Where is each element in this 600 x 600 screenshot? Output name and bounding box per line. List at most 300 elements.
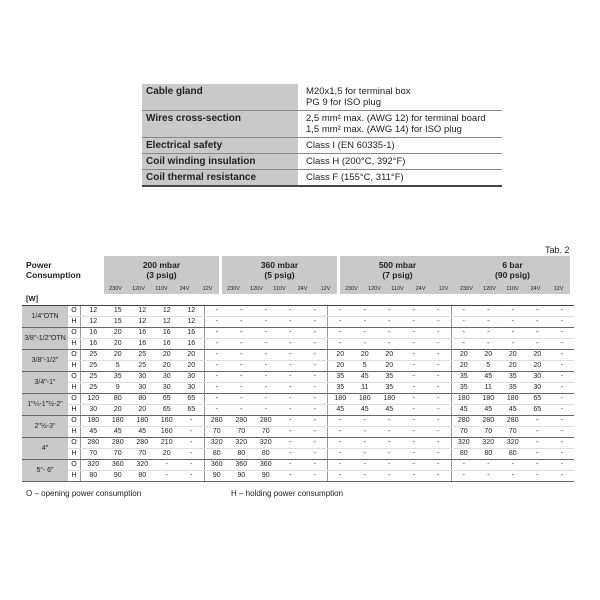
table-cell: - [536,417,539,424]
table-cell: 20 [451,361,477,371]
table-cell: - [388,340,391,347]
table-cell: - [412,439,415,446]
table-cell: 16 [138,329,147,336]
table-cell: - [240,362,243,369]
pressure-psig: (5 psig) [264,270,295,280]
table-cell: 20 [162,351,171,358]
table-cell: - [363,417,366,424]
table-cell: - [363,439,366,446]
table-header [22,256,574,294]
voltage-label: 110V [391,286,404,292]
spec-label: Coil winding insulation [142,154,298,169]
size-label-line: 3/8"-1/2" [31,357,59,364]
table-cell: - [388,417,391,424]
voltage-label: 230V [460,286,473,292]
size-block [22,460,574,482]
table-cell: 20 [385,351,394,358]
unit-label: [W] [26,294,39,303]
table-cell: 20 [508,351,517,358]
spec-value-line: Class I (EN 60335-1) [306,140,395,151]
table-cell: 20 [138,406,147,413]
table-cell: - [240,307,243,314]
pressure-group-name [222,260,337,280]
table-cell: 90 [204,471,230,481]
table-cell: - [560,439,563,446]
table-row [68,372,574,383]
table-cell: - [190,417,193,424]
table-cell: - [388,329,391,336]
table-cell: 280 [235,417,248,424]
table-cell: 360 [204,460,230,470]
table-cell: 12 [187,307,196,314]
size-rows [68,394,574,415]
table-cell: 11 [361,384,369,391]
table-cell: - [313,329,316,336]
table-row [68,460,574,471]
table-cell: - [289,461,292,468]
pressure-value: 200 mbar [142,260,181,270]
table-cell: 180 [136,417,149,424]
table-cell: - [388,472,391,479]
table-cell: - [487,329,490,336]
row-type: H [71,450,77,457]
table-cell: - [437,307,440,314]
table-cell: - [560,340,563,347]
table-cell: - [313,340,316,347]
voltage-row [455,284,570,294]
table-cell: - [240,395,243,402]
pressure-psig: (90 psig) [495,270,530,280]
table-cell: 80 [484,450,493,457]
table-cell: - [437,417,440,424]
table-row [68,317,574,327]
voltage-label: 12V [438,286,449,292]
table-cell: - [437,318,440,325]
table-cell: 30 [533,373,542,380]
table-row [68,471,574,481]
table-cell: - [327,460,353,470]
table-cell: 70 [113,450,122,457]
table-cell: 30 [162,384,171,391]
spec-row [142,138,502,154]
table-cell: 70 [261,428,270,435]
table-cell: 280 [80,438,106,448]
size-label [22,306,68,327]
size-label-line: OTN [50,335,66,342]
table-cell: - [240,351,243,358]
table-row [68,339,574,349]
table-cell: - [560,351,563,358]
table-cell: - [264,406,267,413]
table-cell: - [412,461,415,468]
table-cell: - [437,406,440,413]
pressure-group-name [455,260,570,280]
table-cell: 280 [136,439,149,446]
row-type: O [71,329,77,336]
table-cell: - [412,417,415,424]
table-cell: - [487,461,490,468]
table-cell: - [363,450,366,457]
table-cell: - [388,461,391,468]
table-cell: - [511,461,514,468]
size-label [22,350,68,371]
table-cell: 12 [80,317,106,327]
voltage-row [222,284,337,294]
table-cell: 360 [235,461,248,468]
table-cell: - [240,340,243,347]
table-cell: 20 [385,362,394,369]
table-cell: 30 [533,384,542,391]
size-label [22,460,68,481]
table-cell: 80 [80,471,106,481]
table-cell: 70 [484,428,493,435]
table-cell: 20 [113,329,122,336]
table-cell: 80 [261,450,270,457]
table-cell: - [313,461,316,468]
size-label [22,416,68,437]
size-label-line: OTN [43,313,59,320]
size-block [22,372,574,394]
table-cell: - [313,417,316,424]
table-cell: - [327,427,353,437]
table-cell: - [240,318,243,325]
spec-value [302,170,502,185]
table-cell: - [264,307,267,314]
table-cell: - [313,384,316,391]
pressure-value: 500 mbar [378,260,417,270]
table-cell: 320 [136,461,149,468]
table-cell: - [165,472,168,479]
table-cell: 35 [385,384,394,391]
table-cell: - [560,428,563,435]
table-cell: - [313,428,316,435]
table-row [68,350,574,361]
pressure-group-header [455,256,570,294]
table-cell: - [412,351,415,358]
table-cell: 25 [80,361,106,371]
table-cell: - [412,395,415,402]
row-type: O [71,307,77,314]
table-cell: 25 [80,372,106,382]
row-type: O [71,373,77,380]
table-row [68,361,574,371]
table-cell: 65 [533,406,542,413]
table-cell: 90 [261,472,270,479]
table-cell: - [204,372,230,382]
voltage-label: 120V [483,286,496,292]
table-cell: 12 [187,318,196,325]
voltage-label: 120V [250,286,263,292]
power-consumption-table [22,256,574,482]
table-cell: - [560,384,563,391]
table-cell: - [363,329,366,336]
table-cell: 80 [237,450,246,457]
table-cell: 12 [162,307,171,314]
table-cell: 9 [115,384,120,391]
table-cell: - [313,373,316,380]
table-cell: 65 [187,395,196,402]
table-cell: - [487,340,490,347]
spec-label: Coil thermal resistance [142,170,298,185]
table-cell: - [327,339,353,349]
voltage-label: 24V [179,286,190,292]
table-cell: - [536,439,539,446]
table-cell: 120 [80,394,106,404]
row-type: O [71,439,77,446]
table-cell: 20 [327,361,353,371]
table-cell: - [560,362,563,369]
table-cell: 20 [162,450,171,457]
table-cell: - [289,450,292,457]
size-rows [68,372,574,393]
table-cell: - [412,362,415,369]
row-type: H [71,406,77,413]
table-cell: 320 [482,439,495,446]
table-cell: - [560,395,563,402]
table-cell: - [289,318,292,325]
table-cell: 280 [204,416,230,426]
size-label [22,372,68,393]
table-cell: - [412,406,415,413]
table-cell: - [412,307,415,314]
spec-row [142,111,502,138]
table-cell: - [289,384,292,391]
table-cell: - [511,318,514,325]
size-label-line: 2"½-3" [34,423,56,430]
table-cell: - [560,307,563,314]
table-cell: 16 [80,339,106,349]
table-cell: 35 [327,383,353,393]
size-label-line: 4" [41,445,49,452]
table-cell: - [437,384,440,391]
table-cell: - [536,428,539,435]
spec-row [142,170,502,187]
spec-label: Electrical safety [142,138,298,153]
table-cell: - [165,461,168,468]
pressure-group-header [104,256,219,294]
table-cell: - [437,428,440,435]
table-cell: 25 [80,350,106,360]
size-block [22,306,574,328]
row-type: O [71,395,77,402]
table-cell: - [313,439,316,446]
table-cell: 180 [358,395,371,402]
table-cell: - [204,383,230,393]
table-cell: 15 [113,307,122,314]
size-block [22,438,574,460]
table-cell: - [240,384,243,391]
table-cell: - [190,450,193,457]
table-row [68,383,574,393]
table-cell: - [327,416,353,426]
table-cell: - [313,318,316,325]
spec-row [142,84,502,111]
spec-value [302,138,502,153]
voltage-label: 120V [368,286,381,292]
table-cell: - [451,460,477,470]
table-cell: 20 [113,340,122,347]
pressure-psig: (3 psig) [146,270,177,280]
table-cell: - [240,329,243,336]
table-cell: - [437,395,440,402]
table-cell: - [313,406,316,413]
table-cell: - [560,373,563,380]
table-cell: 70 [237,428,246,435]
spec-label: Wires cross-section [142,111,298,137]
size-block [22,416,574,438]
table-cell: - [313,307,316,314]
table-cell: 360 [111,461,124,468]
table-cell: 16 [162,340,171,347]
table-body [22,306,574,482]
table-cell: - [289,373,292,380]
table-cell: 20 [113,351,122,358]
size-label-line: 3/4"-1" [34,379,56,386]
voltage-label: 24V [297,286,308,292]
table-cell: 35 [451,383,477,393]
table-cell: - [536,472,539,479]
table-cell: - [388,450,391,457]
table-cell: - [437,329,440,336]
table-cell: - [363,318,366,325]
table-cell: 25 [80,383,106,393]
table-cell: 12 [138,307,147,314]
voltage-label: 12V [320,286,331,292]
table-row [68,438,574,449]
table-cell: - [536,461,539,468]
table-cell: - [363,340,366,347]
table-cell: - [204,328,230,338]
table-cell: 16 [187,329,196,336]
voltage-label: 24V [415,286,426,292]
voltage-label: 110V [506,286,519,292]
table-cell: 80 [113,395,122,402]
size-label-line: 1"¼-1"½-2" [27,401,63,408]
row-type: H [71,472,77,479]
table-cell: 35 [451,372,477,382]
size-rows [68,350,574,371]
table-cell: 20 [508,362,517,369]
table-cell: 20 [113,406,122,413]
table-cell: - [451,306,477,316]
table-cell: 35 [508,373,517,380]
table-cell: 16 [138,340,147,347]
table-cell: - [289,439,292,446]
spec-value [302,154,502,169]
table-number: Tab. 2 [545,245,570,255]
table-cell: 5 [115,362,120,369]
spec-value-line: Class F (155°C, 311°F) [306,172,404,183]
size-rows [68,328,574,349]
legend-holding: H – holding power consumption [231,489,344,498]
table-cell: - [560,318,563,325]
table-cell: - [327,449,353,459]
table-cell: 45 [360,406,369,413]
title-line-2: Consumption [26,270,81,280]
row-type: H [71,384,77,391]
table-cell: - [388,439,391,446]
spec-value [302,84,502,110]
table-cell: 45 [327,405,353,415]
table-cell: 360 [259,461,272,468]
table-cell: - [363,472,366,479]
table-cell: 16 [80,328,106,338]
table-cell: 16 [187,340,196,347]
table-cell: - [264,351,267,358]
table-cell: 160 [160,417,173,424]
unit-row [22,294,574,306]
pressure-value: 360 mbar [260,260,299,270]
table-cell: 45 [385,406,394,413]
table-cell: - [451,317,477,327]
table-cell: 12 [162,318,171,325]
spec-value [302,111,502,137]
table-cell: 45 [451,405,477,415]
table-cell: - [412,384,415,391]
voltage-label: 12V [553,286,564,292]
pressure-psig: (7 psig) [382,270,413,280]
table-cell: 280 [482,417,495,424]
table-cell: 90 [237,472,246,479]
table-cell: 210 [160,439,173,446]
table-cell: 90 [113,472,122,479]
table-cell: 5 [362,362,367,369]
table-cell: 80 [508,450,517,457]
table-cell: - [560,461,563,468]
spec-value-line: PG 9 for ISO plug [306,97,381,108]
row-type: H [71,340,77,347]
table-cell: - [327,471,353,481]
table-cell: 20 [162,362,171,369]
table-cell: 180 [327,394,353,404]
table-cell: - [363,428,366,435]
table-row [68,306,574,317]
table-cell: 80 [138,472,147,479]
table-cell: - [264,373,267,380]
pressure-group-name [104,260,219,280]
table-cell: 35 [327,372,353,382]
voltage-label: 110V [273,286,286,292]
table-cell: 320 [80,460,106,470]
table-row [68,394,574,405]
table-cell: - [289,351,292,358]
table-title [26,260,81,280]
voltage-label: 230V [109,286,122,292]
table-row [68,405,574,415]
pressure-group-header [222,256,337,294]
table-cell: - [363,307,366,314]
table-cell: - [451,471,477,481]
table-cell: 35 [113,373,122,380]
table-cell: - [388,428,391,435]
table-cell: - [451,328,477,338]
table-cell: 20 [360,351,369,358]
table-cell: 45 [113,428,122,435]
table-cell: 320 [204,438,230,448]
size-block [22,350,574,372]
size-label [22,438,68,459]
voltage-label: 12V [202,286,213,292]
table-cell: - [412,318,415,325]
table-cell: - [204,317,230,327]
table-cell: - [437,461,440,468]
table-cell: 70 [508,428,517,435]
table-cell: - [412,472,415,479]
table-cell: 12 [80,306,106,316]
table-cell: - [487,472,490,479]
table-cell: 280 [111,439,124,446]
table-cell: - [327,328,353,338]
